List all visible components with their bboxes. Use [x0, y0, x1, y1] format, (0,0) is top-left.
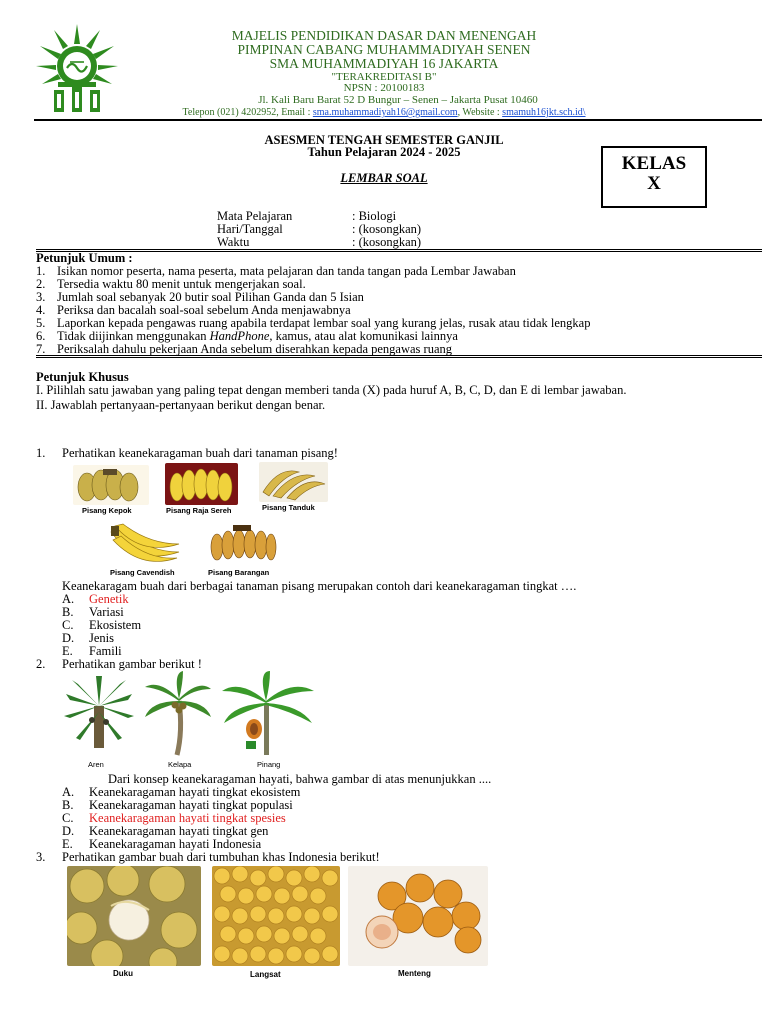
general-divider-top — [36, 355, 762, 356]
general-num-1: 1. — [36, 264, 46, 278]
header-line-2: PIMPINAN CABANG MUHAMMADIYAH SENEN — [237, 42, 531, 57]
q1-option-c-letter[interactable]: C. — [62, 618, 74, 632]
q2-option-b-letter[interactable]: B. — [62, 798, 74, 812]
aren-palm-image — [62, 676, 136, 750]
header-divider — [34, 119, 762, 121]
q1-option-a-text[interactable]: Genetik — [89, 592, 129, 606]
header-line-1: MAJELIS PENDIDIKAN DASAR DAN MENENGAH — [231, 28, 537, 43]
q1-option-b-text[interactable]: Variasi — [89, 605, 124, 619]
time-value: : (kosongkan) — [352, 235, 422, 249]
pinang-palm-image — [220, 671, 316, 757]
contact-website-prefix: , Website : — [457, 107, 503, 118]
special-heading: Petunjuk Khusus — [36, 370, 129, 384]
q2-stem: Dari konsep keanekaragaman hayati, bahwa gambar di atas menunjukkan .... — [108, 772, 492, 786]
general-text-6a: Tidak diijinkan menggunakan — [57, 329, 210, 343]
caption-pisang-barangan: Pisang Barangan — [208, 568, 270, 577]
menteng-image — [348, 866, 488, 966]
duku-image — [67, 866, 201, 966]
general-num-5: 5. — [36, 316, 46, 330]
q1-option-e-letter[interactable]: E. — [62, 644, 73, 658]
general-text-5: Laporkan kepada pengawas ruang apabila terdapat lembar soal yang kurang jelas, rusak atau tidak lengkap — [57, 316, 591, 330]
class-label: KELAS — [621, 153, 687, 174]
class-value: X — [647, 173, 661, 194]
caption-pisang-cavendish: Pisang Cavendish — [110, 568, 175, 577]
q1-number: 1. — [36, 446, 46, 460]
q2-option-b-text[interactable]: Keanekaragaman hayati tingkat populasi — [89, 798, 293, 812]
caption-pisang-tanduk: Pisang Tanduk — [262, 503, 315, 512]
general-text-4: Periksa dan bacalah soal-soal sebelum Anda menjawabnya — [57, 303, 351, 317]
q2-option-c-text[interactable]: Keanekaragaman hayati tingkat spesies — [89, 811, 286, 825]
q1-stem: Keanekaragam buah dari berbagai tanaman pisang merupakan contoh dari keanekaragaman tingkat …. — [62, 579, 577, 593]
banana-raja-sereh-image — [165, 463, 238, 505]
website-link[interactable]: smamuh16jkt.sch.id\ — [502, 107, 586, 118]
caption-pisang-raja-sereh: Pisang Raja Sereh — [166, 506, 232, 515]
contact-phone: Telepon (021) 4202952, Email : — [182, 107, 313, 118]
q1-option-d-letter[interactable]: D. — [62, 631, 75, 645]
q2-option-e-letter[interactable]: E. — [62, 837, 73, 851]
banana-kepok-image — [73, 465, 149, 505]
email-link[interactable]: sma.muhammadiyah16@gmail.com — [312, 107, 458, 118]
q1-option-e-text[interactable]: Famili — [89, 644, 122, 658]
banana-cavendish-image — [107, 522, 183, 566]
general-divider-bottom — [36, 357, 762, 358]
q2-option-a-text[interactable]: Keanekaragaman hayati tingkat ekosistem — [89, 785, 301, 799]
exam-year: Tahun Pelajaran 2024 - 2025 — [307, 145, 461, 159]
q3-text: Perhatikan gambar buah dari tumbuhan khas Indonesia berikut! — [62, 850, 380, 864]
header-accreditation: "TERAKREDITASI B" — [331, 71, 437, 83]
caption-aren: Aren — [88, 760, 104, 769]
general-heading: Petunjuk Umum : — [36, 251, 133, 265]
general-num-3: 3. — [36, 290, 46, 304]
general-text-6b: , kamus, atau alat komunikasi lainnya — [269, 329, 458, 343]
banana-barangan-image — [207, 521, 278, 565]
special-instruction-1: I. Pilihlah satu jawaban yang paling tepat dengan memberi tanda (X) pada huruf A, B, C, D, dan E di lembar jawaban. — [36, 383, 627, 397]
caption-pisang-kepok: Pisang Kepok — [82, 506, 132, 515]
header-address: Jl. Kali Baru Barat 52 D Bungur – Senen – Jakarta Pusat 10460 — [258, 94, 538, 106]
q2-option-c-letter[interactable]: C. — [62, 811, 74, 825]
q2-option-a-letter[interactable]: A. — [62, 785, 75, 799]
q3-number: 3. — [36, 850, 46, 864]
q2-option-d-text[interactable]: Keanekaragaman hayati tingkat gen — [89, 824, 269, 838]
info-divider-top — [36, 249, 762, 250]
general-text-6-italic: HandPhone — [209, 329, 270, 343]
subject-value: : Biologi — [352, 209, 397, 223]
time-label: Waktu — [217, 235, 250, 249]
sheet-title: LEMBAR SOAL — [340, 171, 428, 185]
header-line-3: SMA MUHAMMADIYAH 16 JAKARTA — [269, 56, 499, 71]
header-npsn: NPSN : 20100183 — [343, 82, 425, 94]
class-box — [601, 146, 707, 208]
caption-menteng: Menteng — [398, 969, 431, 978]
date-label: Hari/Tanggal — [217, 222, 283, 236]
general-num-6: 6. — [36, 329, 46, 343]
general-text-2: Tersedia waktu 80 menit untuk mengerjakan soal. — [57, 277, 306, 291]
caption-duku: Duku — [113, 969, 133, 978]
special-instruction-2: II. Jawablah pertanyaan-pertanyaan berikut dengan benar. — [36, 398, 326, 412]
q2-number: 2. — [36, 657, 46, 671]
general-text-1: Isikan nomor peserta, nama peserta, mata pelajaran dan tanda tangan pada Lembar Jawaban — [57, 264, 516, 278]
kelapa-palm-image — [143, 671, 213, 757]
exam-title: ASESMEN TENGAH SEMESTER GANJIL — [264, 133, 504, 147]
header-contact — [0, 106, 768, 119]
caption-pinang: Pinang — [257, 760, 281, 769]
general-num-4: 4. — [36, 303, 46, 317]
q2-option-d-letter[interactable]: D. — [62, 824, 75, 838]
q1-option-b-letter[interactable]: B. — [62, 605, 74, 619]
date-value: : (kosongkan) — [352, 222, 422, 236]
general-num-2: 2. — [36, 277, 46, 291]
q1-text: Perhatikan keanekaragaman buah dari tanaman pisang! — [62, 446, 338, 460]
subject-label: Mata Pelajaran — [217, 209, 293, 223]
banana-tanduk-image — [259, 462, 328, 502]
q1-option-d-text[interactable]: Jenis — [89, 631, 114, 645]
general-num-7: 7. — [36, 342, 46, 356]
general-text-7: Periksalah dahulu pekerjaan Anda sebelum diserahkan kepada pengawas ruang — [57, 342, 452, 356]
general-text-3: Jumlah soal sebanyak 20 butir soal Pilihan Ganda dan 5 Isian — [57, 290, 364, 304]
q2-option-e-text[interactable]: Keanekaragaman hayati Indonesia — [89, 837, 262, 851]
caption-kelapa: Kelapa — [168, 760, 192, 769]
info-divider-bottom — [36, 251, 762, 252]
langsat-image — [212, 866, 340, 966]
q1-option-c-text[interactable]: Ekosistem — [89, 618, 142, 632]
q2-text: Perhatikan gambar berikut ! — [62, 657, 202, 671]
caption-langsat: Langsat — [250, 970, 281, 979]
q1-option-a-letter[interactable]: A. — [62, 592, 75, 606]
